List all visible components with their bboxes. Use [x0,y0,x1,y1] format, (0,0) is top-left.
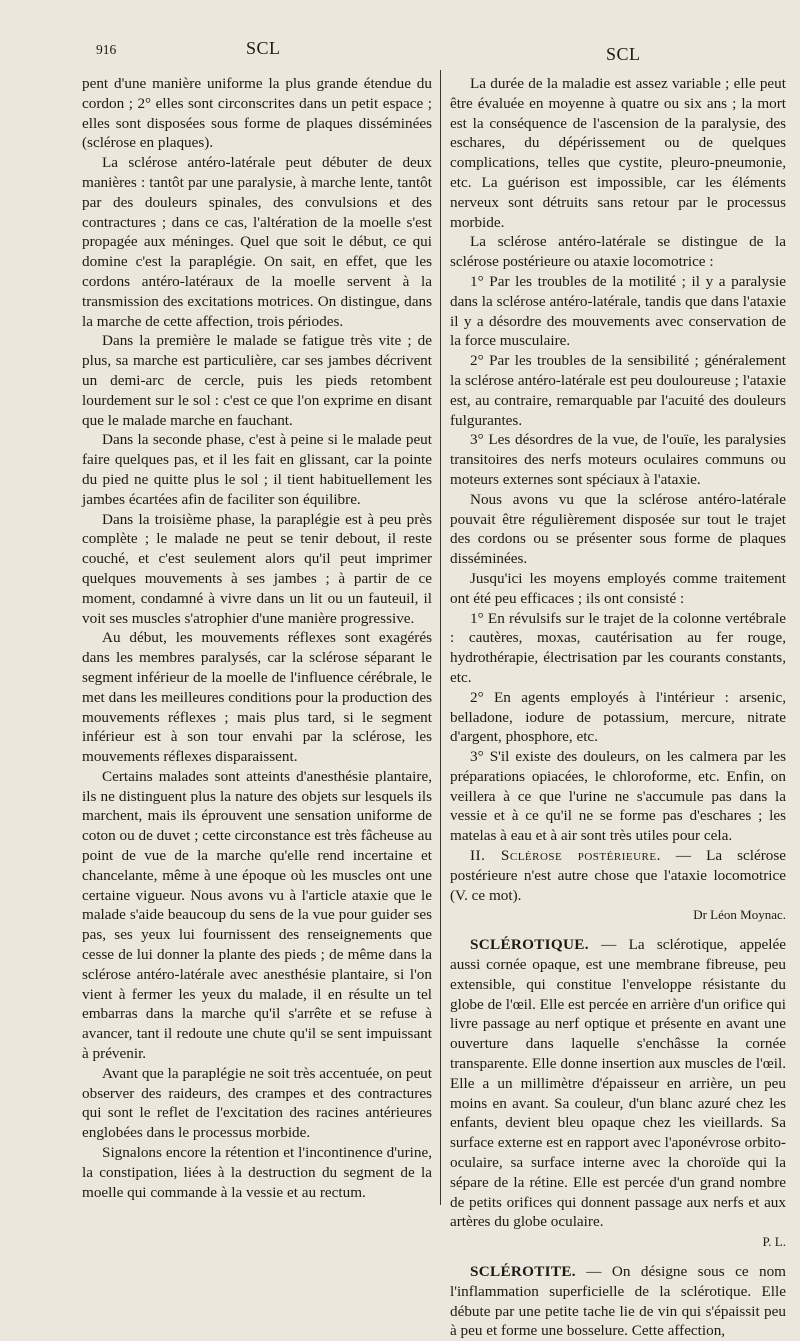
right-column [450,74,786,1341]
section-paragraph [450,846,786,905]
paragraph: Dans la première le malade se fatigue très vite ; de plus, sa marche est particulière, car ses jambes décrivent un demi-arc de cercle, puis les pieds retombent lourdement sur le sol : c'est ce que l'on exprime en disant que le malade marche en fauchant. [82,332,432,429]
entry-gap [450,925,786,935]
section-text: — La sclérose postérieure n'est autre chose que l'ataxie locomotrice (V. ce mot). [450,847,787,904]
paragraph: Signalons encore la rétention et l'incontinence d'urine, la constipation, liées à la destruction du segment de la moelle qui commande à la vessie et au rectum. [82,1144,432,1201]
paragraph: Certains malades sont atteints d'anesthésie plantaire, ils ne distinguent plus la nature des objets sur lesquels ils marchent, mais ils éprouvent une sensation uniforme de coton ou de duvet ; cette circonstance est très fâcheuse au point de vue de la marche qu'elle rend incertaine et chancelante, même à une époque où les muscles ont une certaine vigueur. Nous avons vu à l'article ataxie que le malade s'aide beaucoup du sens de la vue pour guider ses pas, ses yeux lui fournissent des renseignements que cesse de lui donner la plante des pieds ; de même dans la sclérose antéro-latérale avec anesthésie plantaire, si l'on vient à fermer les yeux du malade, il en résulte un tel embarras dans la marche qu'il s'arrête et se refuse à avancer, tant il redoute une chute qu'il se sent impuissant à prévenir. [82,767,433,1063]
paragraph: Jusqu'ici les moyens employés comme traitement ont été peu efficaces ; ils ont consisté : [450,569,786,607]
paragraph: Dans la seconde phase, c'est à peine si le malade peut faire quelques pas, et il les fait en glissant, car la pointe du pied ne quitte plus le sol ; il tient habituellement les jambes écartées afin de faciliter son équilibre. [82,431,432,508]
page-number: 916 [96,42,117,57]
entry-headword: SCLÉROTITE. [470,1263,576,1281]
paragraph: 2° En agents employés à l'intérieur : arsenic, belladone, iodure de potassium, mercure, nitrate d'argent, phosphore, etc. [450,688,786,746]
paragraph: 2° Par les troubles de la sensibilité ; généralement la sclérose antéro-latérale est peu douloureuse ; l'ataxie est, au contraire, remarquable par l'acuité des douleurs fulgurantes. [450,352,786,429]
paragraph: 1° Par les troubles de la motilité ; il y a paralysie dans la sclérose antéro-latérale, tandis que dans l'ataxie il y a désordre des mouvements avec conservation de la force musculaire. [450,272,786,350]
entry-paragraph [450,1262,786,1341]
paragraph: 1° En révulsifs sur le trajet de la colonne vertébrale : cautères, moxas, cautérisation au fer rouge, hydrothérapie, électrisation par les courants constants, etc. [450,609,786,686]
entry-text: — La sclérotique, appelée aussi cornée opaque, est une membrane fibreuse, peu extensible, qui constitue l'enveloppe résistante du globe de l'œil. Elle est percée en arrière d'un orifice qui livre passage au nerf optique et présente en avant une ouverture dans laquelle s'enchâsse la cornée transparente. Elle donne insertion aux muscles de l'œil. Elle a un millimètre d'épaisseur en arrière, un peu moins en avant. Sa couleur, d'un blanc azuré chez les enfants, devient bleu opaque chez les vieillards. Sa surface externe est en rapport avec l'aponévrose orbito-oculaire, sa surface interne avec la choroïde qui la sépare de la rétine. Elle est percée d'un grand nombre de petits orifices qui donnent passage aux nerfs et aux artères du globe oculaire. [450,936,786,1231]
paragraph: La sclérose antéro-latérale se distingue de la sclérose postérieure ou ataxie locomotrice : [450,233,786,271]
running-head-right: SCL [606,44,641,64]
paragraph: La durée de la maladie est assez variable ; elle peut être évaluée en moyenne à quatre ou six ans ; la mort est la conséquence de l'ascension de la paralysie, des eschares, du dépérissement ou de quelques complications, telles que cystite, pleuro-pneumonie, etc. La guérison est impossible, car les éléments nerveux sont détruits sans retour par le processus morbide. [450,75,786,231]
author-signature: P. L. [762,1234,786,1250]
paragraph: 3° S'il existe des douleurs, on les calmera par les préparations opiacées, le chloroforme, etc. Enfin, on veillera à ce que l'urine ne s'accumule pas dans la vessie et à ce qu'il ne se forme pas d'eschares ; les matelas à eau et à air sont très utiles pour cela. [450,748,786,845]
paragraph: La sclérose antéro-latérale peut débuter de deux manières : tantôt par une paralysie, à marche lente, tantôt par des douleurs spinales, des convulsions et des contractures ; dans ce cas, l'altération de la moelle s'est propagée aux méninges. Quel que soit le début, ce qui domine c'est la paraplégie. On sait, en effet, que les cordons antéro-latéraux de la moelle servent à la transmission des excitations motrices. On distingue, dans la marche de cette affection, trois périodes. [82,154,432,330]
running-head-left: SCL [246,38,281,58]
entry-headword: SCLÉROTIQUE. [470,936,589,954]
author-signature: Dr Léon Moynac. [693,907,786,923]
paragraph: Nous avons vu que la sclérose antéro-latérale pouvait être régulièrement disposée sur tout le trajet des cordons ou se présenter sous forme de plaques disséminées. [450,490,786,568]
paragraph: 3° Les désordres de la vue, de l'ouïe, les paralysies transitoires des nerfs moteurs oculaires communs ou moteurs externes sont spéciaux à l'ataxie. [450,431,786,488]
entry-text: — On désigne sous ce nom l'inflammation superficielle de la sclérotique. Elle débute par une petite tache lie de vin qui s'épaissit peu à peu et forme une bosselure. Cette affection, [450,1263,786,1340]
left-column [82,74,432,1202]
paragraph: Avant que la paraplégie ne soit très accentuée, on peut observer des raideurs, des crampes et des contractures qui sont le reflet de l'excitation des racines antérieures englobées dans le processus morbide. [82,1064,432,1142]
paragraph: pent d'une manière uniforme la plus grande étendue du cordon ; 2° elles sont circonscrites dans un petit espace ; elles sont disposées sous forme de plaques disséminées (sclérose en plaques). [82,75,432,152]
entry-gap [450,1252,786,1262]
paragraph: Dans la troisième phase, la paraplégie est à peu près complète ; le malade ne peut se tenir debout, il reste couché, et c'est seulement alors qu'il peut imprimer quelques mouvements à ses jambes ; à partir de ce moment, condamné à vivre dans un lit ou un fauteuil, il voit ses muscles s'atrophier d'une manière progressive. [82,510,432,627]
paragraph: Au début, les mouvements réflexes sont exagérés dans les membres paralysés, car la sclérose séparant le segment inférieur de la moelle de l'influence cérébrale, le met dans les meilleures conditions pour la production des mouvements réflexes ; mais plus tard, si le segment inférieur est à son tour envahi par la sclérose, les mouvements réflexes disparaissent. [82,629,432,766]
section-label: II. Sclérose postérieure. [470,847,661,865]
column-divider [440,70,441,1205]
entry-paragraph [450,935,786,1232]
